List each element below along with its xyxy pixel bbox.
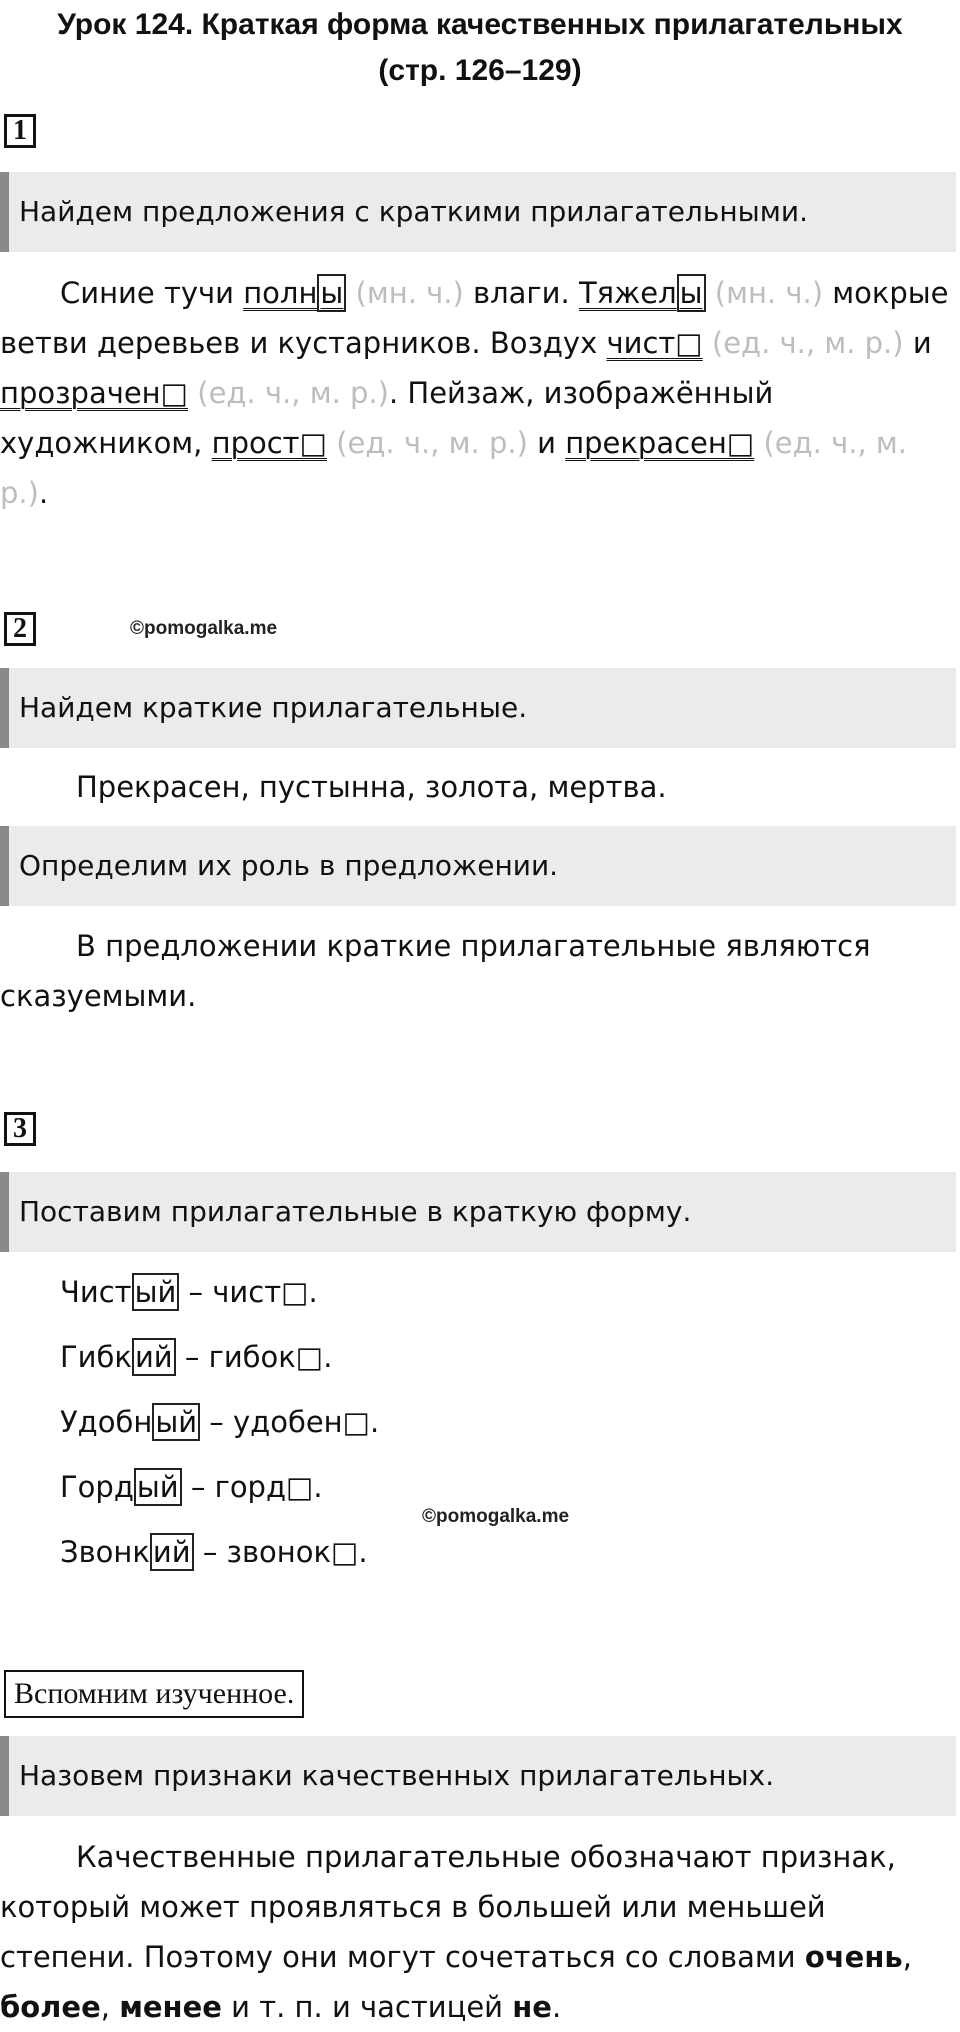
remember-text bbox=[0, 1832, 958, 2032]
task-3-number: 3 bbox=[4, 1112, 36, 1146]
task-2-heading-1: Найдем краткие прилагательные. bbox=[0, 668, 956, 748]
word-prozrachen: прозрачен□ bbox=[0, 376, 189, 410]
punct: , bbox=[902, 1940, 912, 1974]
short-form: – горд□. bbox=[190, 1470, 323, 1504]
task-1-number: 1 bbox=[4, 114, 36, 148]
word-pair-row bbox=[60, 1467, 323, 1507]
word-polny bbox=[243, 274, 346, 312]
short-form: – звонок□. bbox=[202, 1535, 368, 1569]
remember-text-part: Качественные прилагательные обозначают признак, который может проявляться в большей или меньшей степени. Поэтому они могут сочетаться со словами bbox=[0, 1840, 896, 1974]
remember-label: Вспомним изученное. bbox=[4, 1670, 304, 1718]
word-pair-row bbox=[60, 1272, 318, 1312]
punct: , bbox=[100, 1990, 110, 2024]
word-tyazhely bbox=[579, 274, 706, 312]
grammar-note: (ед. ч., м. р.) bbox=[336, 426, 528, 460]
bold-word: не bbox=[512, 1990, 552, 2024]
short-form: – гибок□. bbox=[184, 1340, 333, 1374]
watermark: ©pomogalka.me bbox=[130, 618, 278, 639]
word-pair-row bbox=[60, 1402, 379, 1442]
task-2-heading-2: Определим их роль в предложении. bbox=[0, 826, 956, 906]
grammar-note: (мн. ч.) bbox=[355, 276, 464, 310]
task-2-answer-1: Прекрасен, пустынна, золота, мертва. bbox=[76, 770, 667, 804]
grammar-note: (ед. ч., м. р.) bbox=[197, 376, 389, 410]
word-root: Звонк bbox=[60, 1535, 150, 1569]
short-form: – удобен□. bbox=[209, 1405, 380, 1439]
word-root: Горд bbox=[60, 1470, 134, 1504]
t-intro: Синие тучи bbox=[60, 276, 234, 310]
word-root: Чист bbox=[60, 1275, 132, 1309]
remember-heading: Назовем признаки качественных прилагательных. bbox=[0, 1736, 956, 1816]
page-title bbox=[0, 2, 960, 94]
task-1-text bbox=[0, 268, 958, 518]
word-prekrasen: прекрасен□ bbox=[565, 426, 755, 460]
word-root: Удобн bbox=[60, 1405, 153, 1439]
ending-box: ий bbox=[150, 1533, 194, 1571]
short-form: – чист□. bbox=[188, 1275, 318, 1309]
word-root: Тяжел bbox=[578, 276, 677, 310]
ending-box: ый bbox=[132, 1273, 180, 1311]
bold-word: более bbox=[0, 1990, 101, 2024]
task-2-number: 2 bbox=[4, 612, 36, 646]
t-peyzazh: . Пейзаж, изображённый художником, bbox=[0, 376, 774, 460]
grammar-note: (ед. ч., м. р.) bbox=[711, 326, 904, 360]
ending-box: ы bbox=[317, 274, 346, 312]
t-mid: мокрые ветви деревьев и кустарников. Воздух bbox=[0, 276, 949, 360]
remember-text-part: и т. п. и частицей bbox=[231, 1990, 504, 2024]
bold-word: менее bbox=[119, 1990, 222, 2024]
ending-box: ий bbox=[132, 1338, 176, 1376]
word-chist: чист□ bbox=[606, 326, 703, 360]
t-and: и bbox=[912, 326, 932, 360]
word-pair-row bbox=[60, 1337, 332, 1377]
punct: . bbox=[551, 1990, 562, 2024]
word-root: Гибк bbox=[60, 1340, 132, 1374]
task-1-heading: Найдем предложения с краткими прилагательными. bbox=[0, 172, 956, 252]
title-line-2: (стр. 126–129) bbox=[378, 54, 582, 87]
bold-word: очень bbox=[804, 1940, 903, 1974]
watermark: ©pomogalka.me bbox=[422, 1506, 570, 1527]
grammar-note: (ед. ч., м. р.) bbox=[0, 426, 907, 510]
grammar-note: (мн. ч.) bbox=[714, 276, 824, 310]
ending-box: ы bbox=[677, 274, 706, 312]
t-and: и bbox=[537, 426, 556, 460]
word-pair-row bbox=[60, 1532, 368, 1572]
task-2-answer-2: В предложении краткие прилагательные являются сказуемыми. bbox=[0, 929, 871, 1013]
word-root: полн bbox=[243, 276, 318, 310]
t-end: . bbox=[38, 476, 49, 510]
task-3-heading: Поставим прилагательные в краткую форму. bbox=[0, 1172, 956, 1252]
word-prost: прост□ bbox=[211, 426, 327, 460]
ending-box: ый bbox=[134, 1468, 182, 1506]
title-line-1: Урок 124. Краткая форма качественных прилагательных bbox=[57, 8, 903, 41]
ending-box: ый bbox=[152, 1403, 200, 1441]
t-vlagi: влаги. bbox=[473, 276, 570, 310]
